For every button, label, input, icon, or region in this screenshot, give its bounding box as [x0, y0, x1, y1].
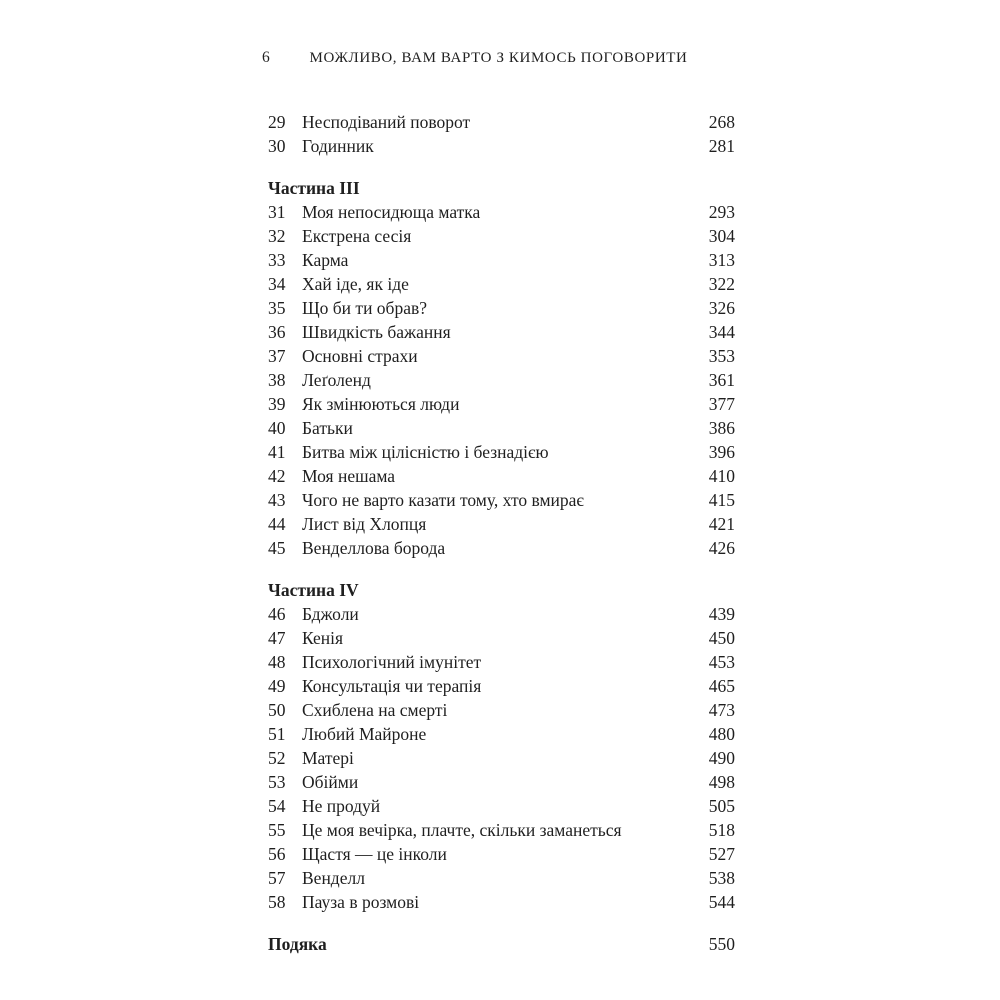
chapter-title: Схиблена на смерті [302, 700, 448, 720]
chapter-number: 41 [268, 442, 286, 462]
chapter-number: 53 [268, 772, 286, 792]
toc-entry-row [262, 698, 735, 722]
toc-entry-row [262, 272, 735, 296]
chapter-number: 48 [268, 652, 286, 672]
chapter-page-number: 498 [708, 772, 735, 792]
toc-entry-row [262, 602, 735, 626]
toc-entry-row [262, 890, 735, 914]
chapter-number: 36 [268, 322, 286, 342]
chapter-title: Щастя — це інколи [302, 844, 447, 864]
chapter-title: Батьки [302, 418, 353, 438]
toc-entry-row [262, 440, 735, 464]
chapter-page-number: 465 [708, 676, 735, 696]
chapter-number: 34 [268, 274, 286, 294]
chapter-page-number: 527 [708, 844, 735, 864]
chapter-page-number: 439 [708, 604, 735, 624]
chapter-title: Основні страхи [302, 346, 418, 366]
toc-entry-row [262, 296, 735, 320]
toc-entry-row [262, 488, 735, 512]
chapter-page-number: 518 [708, 820, 735, 840]
chapter-page-number: 544 [708, 892, 735, 912]
table-of-contents [262, 110, 735, 914]
chapter-title: Не продуй [302, 796, 381, 816]
chapter-title: Лист від Хлопця [302, 514, 427, 534]
chapter-title: Несподіваний поворот [302, 112, 471, 132]
chapter-title: Що би ти обрав? [302, 298, 428, 318]
chapter-page-number: 450 [708, 628, 735, 648]
chapter-number: 51 [268, 724, 286, 744]
chapter-number: 39 [268, 394, 286, 414]
chapter-number: 47 [268, 628, 286, 648]
chapter-page-number: 453 [708, 652, 735, 672]
chapter-page-number: 410 [708, 466, 735, 486]
folio-page-number: 6 [262, 49, 270, 66]
chapter-number: 49 [268, 676, 286, 696]
chapter-title: Бджоли [302, 604, 359, 624]
toc-entry-row [262, 368, 735, 392]
chapter-page-number: 396 [708, 442, 735, 462]
chapter-page-number: 353 [708, 346, 735, 366]
section-heading: Частина IV [268, 580, 359, 600]
toc-entry-row [262, 770, 735, 794]
chapter-title: Кенія [302, 628, 344, 648]
toc-entry-row [262, 842, 735, 866]
chapter-number: 52 [268, 748, 286, 768]
chapter-title: Це моя вечірка, плачте, скільки заманеться [302, 820, 622, 840]
chapter-number: 30 [268, 136, 286, 156]
chapter-number: 35 [268, 298, 286, 318]
chapter-number: 58 [268, 892, 286, 912]
section-heading: Частина III [268, 178, 360, 198]
chapter-page-number: 304 [708, 226, 735, 246]
chapter-title: Моя непосидюща матка [302, 202, 481, 222]
chapter-number: 31 [268, 202, 286, 222]
chapter-title: Карма [302, 250, 349, 270]
chapter-page-number: 415 [708, 490, 735, 510]
chapter-page-number: 322 [708, 274, 735, 294]
toc-entry-row [262, 746, 735, 770]
chapter-number: 55 [268, 820, 286, 840]
toc-entry-row [262, 626, 735, 650]
toc-entry-row [262, 110, 735, 134]
chapter-page-number: 538 [708, 868, 735, 888]
chapter-number: 45 [268, 538, 286, 558]
toc-entry-row [262, 674, 735, 698]
chapter-title: Чого не варто казати тому, хто вмирає [302, 490, 584, 510]
toc-entry-row [262, 512, 735, 536]
chapter-title: Венделл [302, 868, 365, 888]
toc-section [262, 176, 735, 560]
chapter-title: Обійми [302, 772, 359, 792]
chapter-page-number: 313 [708, 250, 735, 270]
chapter-number: 32 [268, 226, 286, 246]
chapter-title: Як змінюються люди [302, 394, 460, 414]
chapter-title: Годинник [302, 136, 374, 156]
toc-entry-row [262, 464, 735, 488]
chapter-title: Швидкість бажання [302, 322, 451, 342]
chapter-number: 54 [268, 796, 286, 816]
chapter-page-number: 490 [708, 748, 735, 768]
toc-entry-row [262, 320, 735, 344]
chapter-number: 40 [268, 418, 286, 438]
chapter-number: 33 [268, 250, 286, 270]
toc-footer-entry [262, 932, 735, 956]
chapter-title: Пауза в розмові [302, 892, 420, 912]
chapter-page-number: 268 [708, 112, 735, 132]
toc-entry-row [262, 224, 735, 248]
toc-entry-row [262, 134, 735, 158]
chapter-title: Венделлова борода [302, 538, 446, 558]
chapter-page-number: 293 [708, 202, 735, 222]
toc-entry-row [262, 650, 735, 674]
chapter-title: Матері [302, 748, 354, 768]
chapter-number: 56 [268, 844, 286, 864]
chapter-number: 43 [268, 490, 286, 510]
toc-entry-row [262, 536, 735, 560]
chapter-number: 37 [268, 346, 286, 366]
footer-entry-page: 550 [708, 934, 735, 954]
chapter-title: Битва між цілісністю і безнадією [302, 442, 549, 462]
toc-entry-row [262, 818, 735, 842]
chapter-number: 50 [268, 700, 286, 720]
footer-entry-title: Подяка [268, 934, 327, 954]
chapter-page-number: 505 [708, 796, 735, 816]
chapter-title: Психологічний імунітет [302, 652, 482, 672]
toc-entry-row [262, 866, 735, 890]
chapter-title: Хай іде, як іде [302, 274, 409, 294]
chapter-page-number: 377 [708, 394, 735, 414]
page-header [262, 0, 735, 68]
toc-entry-row [262, 200, 735, 224]
toc-entry-row [262, 416, 735, 440]
chapter-page-number: 386 [708, 418, 735, 438]
chapter-page-number: 344 [708, 322, 735, 342]
toc-section [262, 110, 735, 158]
chapter-number: 38 [268, 370, 286, 390]
chapter-page-number: 426 [708, 538, 735, 558]
chapter-title: Леґоленд [302, 370, 371, 390]
chapter-number: 46 [268, 604, 286, 624]
toc-section [262, 578, 735, 914]
running-title: МОЖЛИВО, ВАМ ВАРТО З КИМОСЬ ПОГОВОРИТИ [309, 50, 688, 66]
toc-entry-row [262, 344, 735, 368]
chapter-title: Моя нешама [302, 466, 396, 486]
chapter-number: 57 [268, 868, 286, 888]
chapter-page-number: 421 [708, 514, 735, 534]
chapter-page-number: 361 [708, 370, 735, 390]
toc-entry-row [262, 248, 735, 272]
chapter-number: 42 [268, 466, 286, 486]
chapter-page-number: 326 [708, 298, 735, 318]
chapter-page-number: 480 [708, 724, 735, 744]
toc-entry-row [262, 794, 735, 818]
chapter-title: Консультація чи терапія [302, 676, 482, 696]
chapter-number: 29 [268, 112, 286, 132]
chapter-page-number: 473 [708, 700, 735, 720]
toc-entry-row [262, 392, 735, 416]
chapter-page-number: 281 [708, 136, 735, 156]
chapter-title: Екстрена сесія [302, 226, 412, 246]
chapter-title: Любий Майроне [302, 724, 427, 744]
chapter-number: 44 [268, 514, 286, 534]
toc-entry-row [262, 722, 735, 746]
